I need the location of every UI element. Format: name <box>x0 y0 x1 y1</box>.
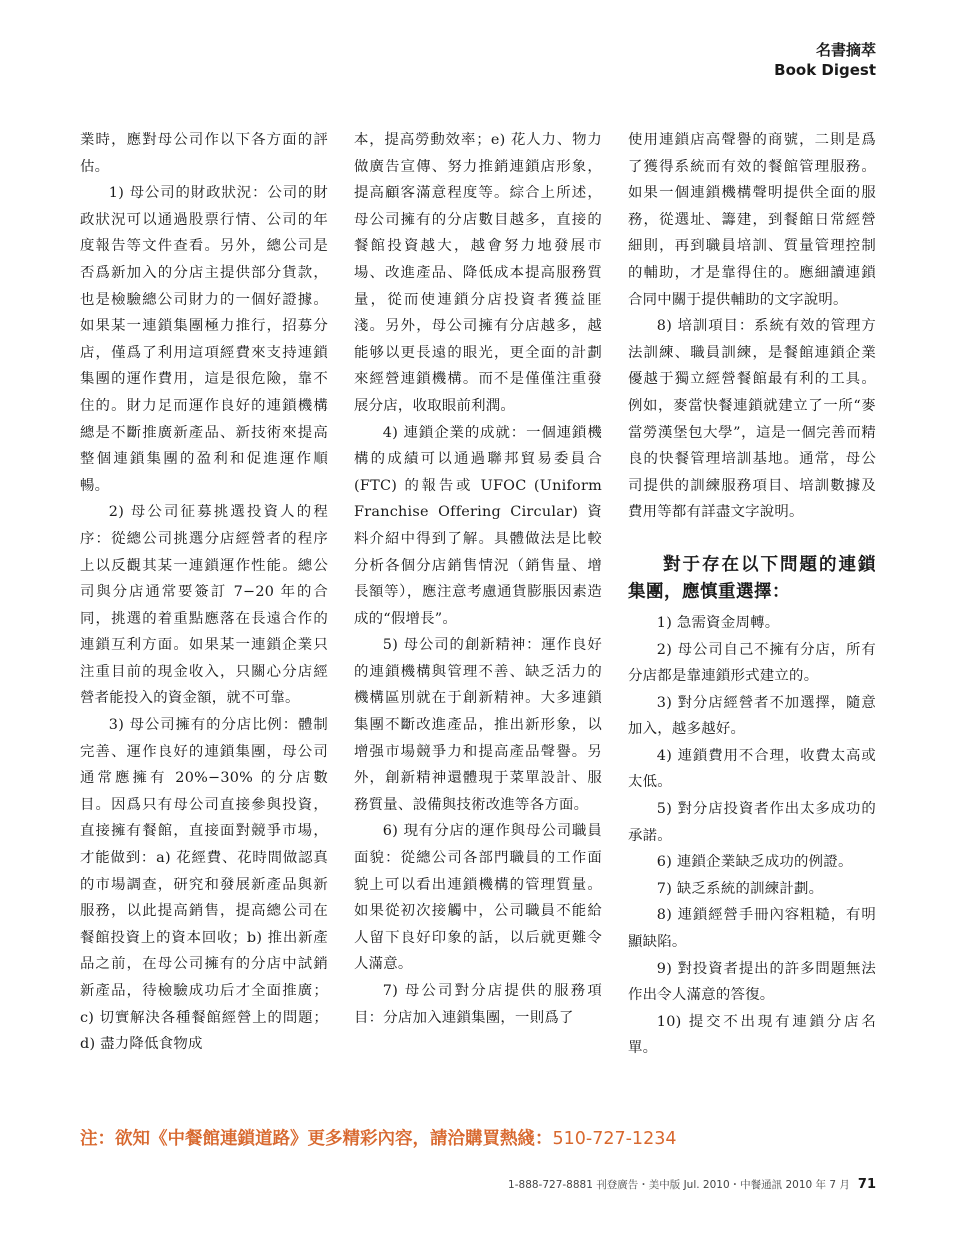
page-footer <box>508 1177 876 1192</box>
paragraph: 5) 母公司的創新精神：運作良好的連鎖機構與管理不善、缺乏活力的機構區別就在于創新精神。大多連鎖集團不斷改進產品，推出新形象，以增强市場競爭力和提高產品聲譽。另外，創新精神還體現于菜單設計、服務質量、設備與技術改進等各方面。 <box>354 637 602 813</box>
paragraph: 使用連鎖店高聲譽的商號，二則是爲了獲得系統而有效的餐館管理服務。如果一個連鎖機構聲明提供全面的服務，從選址、籌建，到餐館日常經營細則，再到職員培訓、質量管理控制的輔助，才是靠得住的。應細讀連鎖合同中關于提供輔助的文字說明。 <box>628 132 876 308</box>
list-item: 10) 提交不出現有連鎖分店名單。 <box>628 1013 876 1057</box>
section-heading: 對于存在以下問題的連鎖集團，應慎重選擇： <box>628 554 876 602</box>
paragraph: 本，提高勞動效率；e) 花人力、物力做廣告宣傳、努力推銷連鎖店形象，提高顧客滿意程度等。綜合上所述，母公司擁有的分店數目越多，直接的餐館投資越大，越會努力地發展市場、改進產品、降低成本提高服務質量，從而使連鎖分店投資者獲益匪淺。另外，母公司擁有分店越多，越能够以更長遠的眼光，更全面的計劃來經營連鎖機構。而不是僅僅注重發展分店，收取眼前利潤。 <box>354 132 602 414</box>
paragraph: 6) 現有分店的運作與母公司職員面貌：從總公司各部門職員的工作面貌上可以看出連鎖機構的管理質量。如果從初次接觸中，公司職員不能給人留下良好印象的話，以后就更難令人滿意。 <box>354 823 602 973</box>
paragraph: 業時，應對母公司作以下各方面的評估。 <box>80 132 328 175</box>
list-item: 7) 缺乏系統的訓練計劃。 <box>656 880 824 897</box>
purchase-phone-number: 510-727-1234 <box>552 1129 677 1149</box>
section-title-en: Book Digest <box>774 61 876 79</box>
list-item: 8) 連鎖經營手冊內容粗糙，有明顯缺陷。 <box>628 907 876 951</box>
page-number: 71 <box>857 1177 876 1192</box>
list-item: 1) 急需資金周轉。 <box>656 614 780 631</box>
paragraph: 4) 連鎖企業的成就：一個連鎖機構的成績可以通過聯邦貿易委員合 (FTC) 的報告或 UFOC (Uniform Franchise Offering Circular) 資料介紹中得到了解。具體做法是比較分析各個分店銷售情況（銷售量、增長額等），應注意考慮通貨膨脹因素造成的“假增長”。 <box>354 424 602 627</box>
list-item: 5) 對分店投資者作出太多成功的承諾。 <box>628 801 876 844</box>
text-column-2 <box>354 127 602 1031</box>
list-item: 3) 對分店經營者不加選擇，隨意加入，越多越好。 <box>628 694 876 738</box>
page-header <box>774 40 876 80</box>
purchase-note <box>80 1126 880 1152</box>
paragraph: 2) 母公司征募挑選投資人的程序：從總公司挑選分店經營者的程序上以反觀其某一連鎖運作性能。總公司與分店通常要簽訂 7−20 年的合同，挑選的着重點應落在長遠合作的連鎖互利方面。如果某一連鎖企業只注重目前的現金收入，只關心分店經營者能投入的資金額，就不可靠。 <box>80 504 328 707</box>
list-item: 9) 對投資者提出的許多問題無法作出令人滿意的答復。 <box>628 960 876 1004</box>
text-column-3 <box>628 127 876 1062</box>
paragraph: 3) 母公司擁有的分店比例：體制完善、運作良好的連鎖集團，母公司通常應擁有 20%−30% 的分店數目。因爲只有母公司直接參與投資，直接擁有餐館，直接面對競爭市場，才能做到：a) 花經費、花時間做認真的市場調查，研究和發展新產品與新服務，以此提高銷售，提高總公司在餐館投資上的資本回收；b) 推出新產品之前，在母公司擁有的分店中試銷新產品，待檢驗成功后才全面推廣；c) 切實解決各種餐館經營上的問題；d) 盡力降低食物成 <box>80 717 328 1053</box>
paragraph: 1) 母公司的財政狀況：公司的財政狀況可以通過股票行情、公司的年度報告等文件查看。另外，總公司是否爲新加入的分店主提供部分貨款，也是檢驗總公司財力的一個好證據。如果某一連鎖集團極力推行，招募分店，僅爲了利用這項經費來支持連鎖集團的運作費用，這是很危險，靠不住的。財力足而運作良好的連鎖機構總是不斷推廣新產品、新技術來提高整個連鎖集團的盈利和促進運作順暢。 <box>80 185 328 494</box>
paragraph: 8) 培訓項目：系統有效的管理方法訓練、職員訓練，是餐館連鎖企業優越于獨立經營餐館最有利的工具。例如，麥當快餐連鎖就建立了一所“麥當勞漢堡包大學”，這是一個完善而精良的快餐管理培訓基地。通常，母公司提供的訓練服務項目、培訓數據及費用等都有詳盡文字說明。 <box>628 318 876 521</box>
list-item: 6) 連鎖企業缺乏成功的例證。 <box>656 854 853 871</box>
list-item: 4) 連鎖費用不合理，收費太高或太低。 <box>628 747 876 791</box>
footer-text: 1-888-727-8881 刊登廣告・美中版 Jul. 2010・中餐通訊 2010 年 7 月 <box>508 1179 850 1191</box>
purchase-note-text: 注：欲知《中餐館連鎖道路》更多精彩內容，請洽購買熱綫： <box>80 1129 553 1149</box>
paragraph: 7) 母公司對分店提供的服務項目：分店加入連鎖集團，一則爲了 <box>354 983 602 1026</box>
list-item: 2) 母公司自己不擁有分店，所有分店都是靠連鎖形式建立的。 <box>628 641 876 685</box>
section-title-cn: 名書摘萃 <box>815 41 876 59</box>
text-column-1 <box>80 127 328 1058</box>
